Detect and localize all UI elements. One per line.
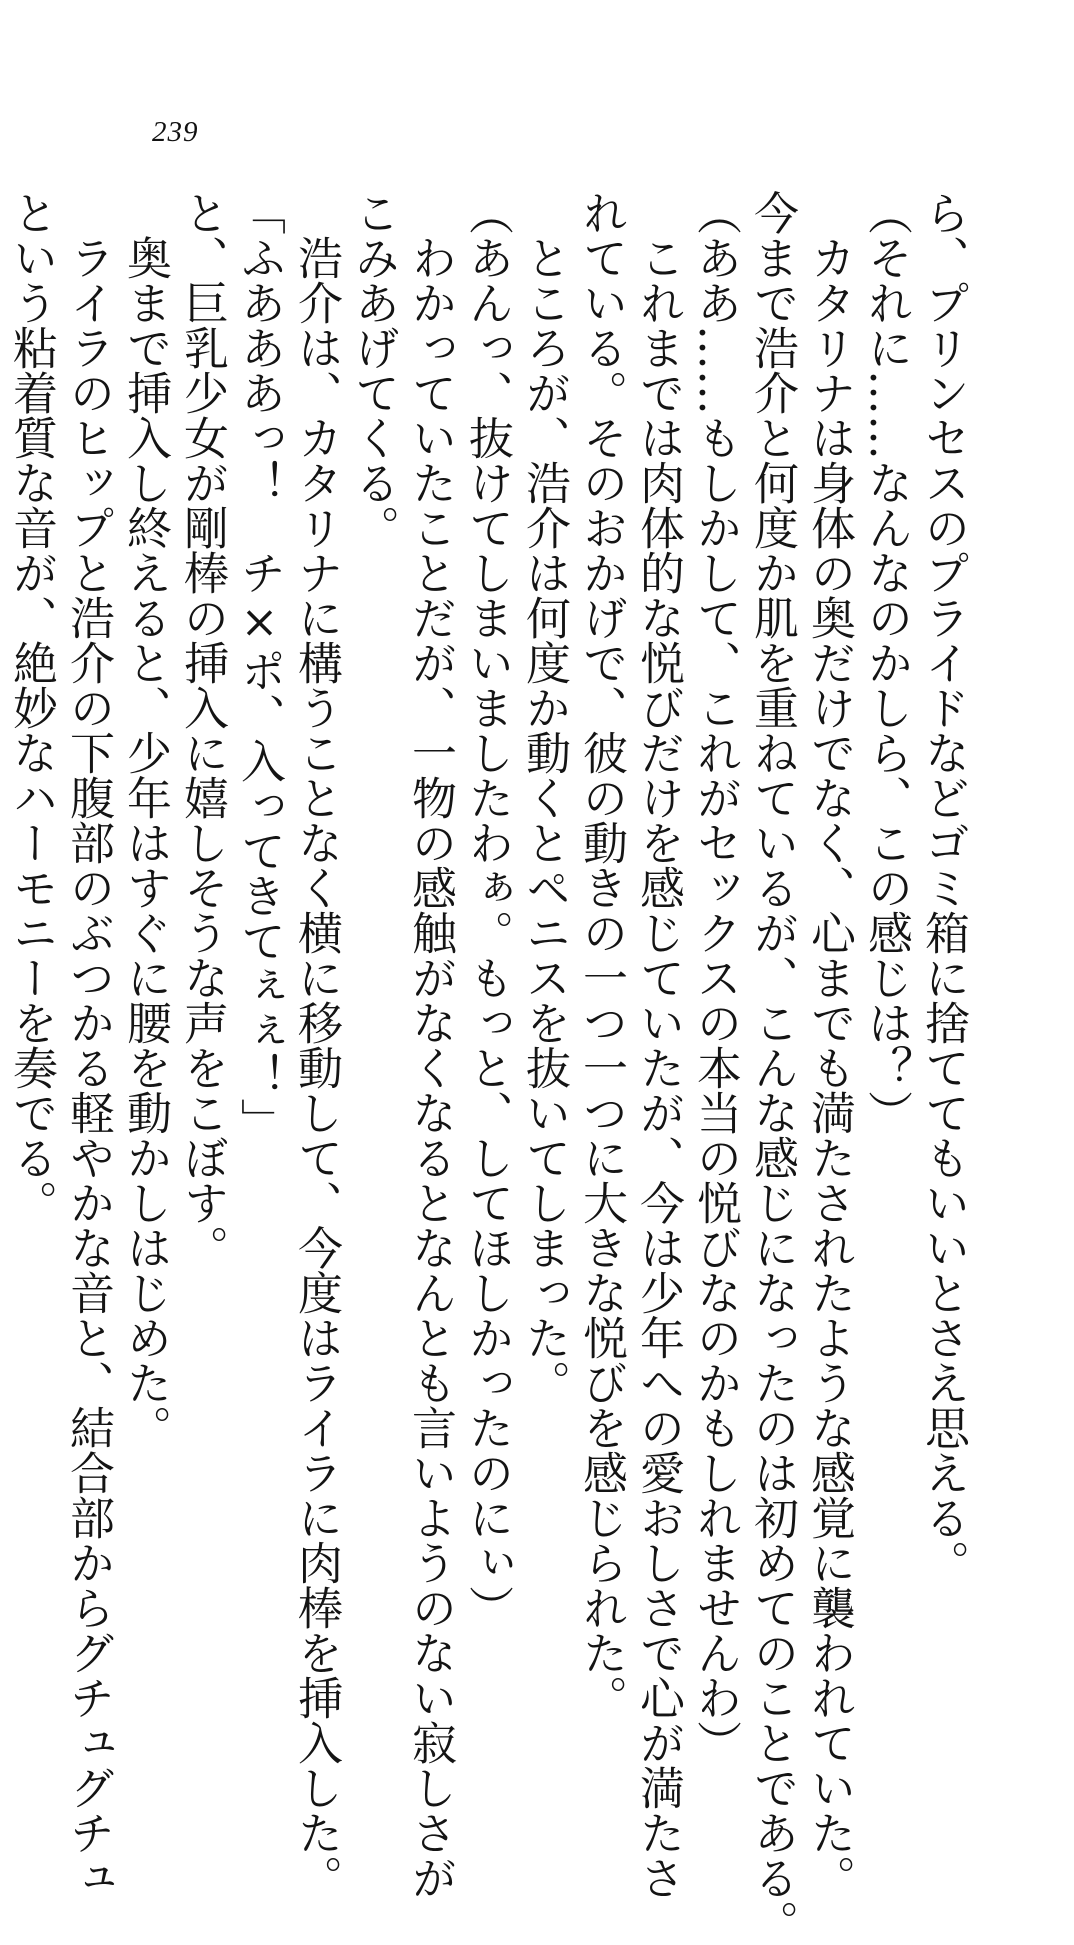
text-line: と、巨乳少女が剛棒の挿入に嬉しそうな声をこぼす。 <box>176 190 229 1270</box>
page-number: 239 <box>152 116 199 148</box>
text-line: これまでは肉体的な悦びだけを感じていたが、今は少年への愛おしさで心が満たさ <box>632 235 685 1900</box>
text-line: という粘着質な音が、絶妙なハーモニーを奏でる。 <box>5 190 58 1225</box>
text-line: わかっていたことだが、一物の感触がなくなるとなんとも言いようのない寂しさが <box>404 235 457 1900</box>
text-line: カタリナは身体の奥だけでなく、心までも満たされたような感覚に襲われていた。 <box>803 235 856 1900</box>
text-line: ライラのヒップと浩介の下腹部のぶつかる軽やかな音と、結合部からグチュグチュ <box>62 235 115 1900</box>
text-line: 奥まで挿入し終えると、少年はすぐに腰を動かしはじめた。 <box>119 235 172 1450</box>
text-line: ら、プリンセスのプライドなどゴミ箱に捨ててもいいとさえ思える。 <box>917 190 970 1585</box>
text-line: 「ふあああっ！ チ×ポ、入ってきてぇぇ！」 <box>233 190 286 1143</box>
text-line: ところが、浩介は何度か動くとペニスを抜いてしまった。 <box>518 235 571 1405</box>
body-text <box>5 190 972 1945</box>
text-line: （あんっ、抜けてしまいましたわぁ。もっと、してほしかったのにぃ） <box>461 190 514 1630</box>
text-line: （ああ……もしかして、これがセックスの本当の悦びなのかもしれませんわ） <box>689 190 742 1765</box>
text-line: こみあげてくる。 <box>347 190 400 550</box>
text-line: 浩介は、カタリナに構うことなく横に移動して、今度はライラに肉棒を挿入した。 <box>290 235 343 1900</box>
text-line: れている。そのおかげで、彼の動きの一つ一つに大きな悦びを感じられた。 <box>575 190 628 1720</box>
text-line: （それに……なんなのかしら、この感じは？） <box>860 190 913 1135</box>
text-line: 今まで浩介と何度か肌を重ねているが、こんな感じになったのは初めてのことである。 <box>746 190 799 1945</box>
